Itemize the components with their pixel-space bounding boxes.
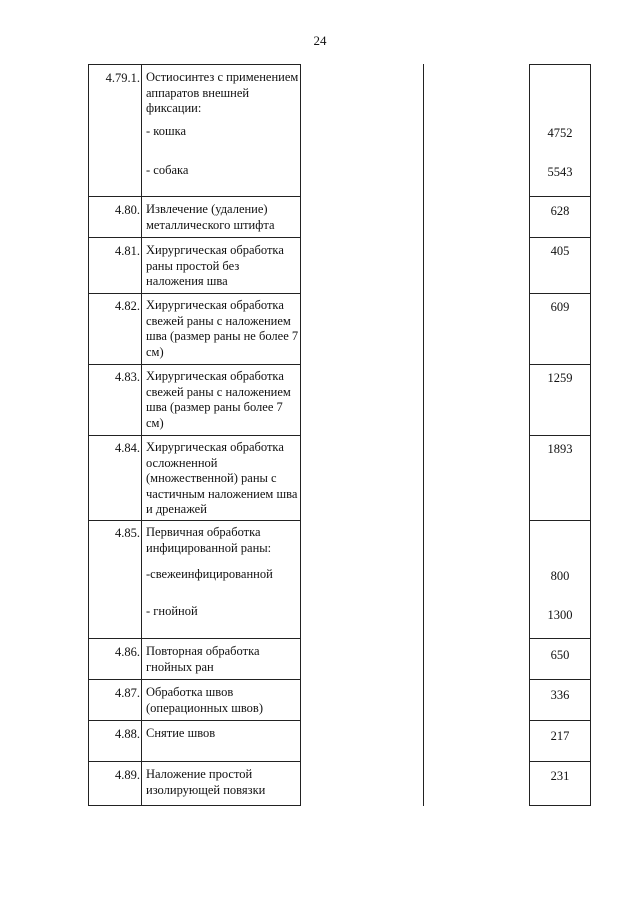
- row-divider: [88, 364, 301, 365]
- row-divider: [88, 720, 301, 721]
- row-divider: [529, 638, 591, 639]
- row-divider: [529, 679, 591, 680]
- column-divider: [141, 64, 142, 806]
- subitem-price: 5543: [547, 165, 573, 179]
- row-description: Повторная обработка гнойных ран: [146, 644, 260, 674]
- row-number: 4.89.: [115, 768, 140, 782]
- row-number: 4.83.: [115, 370, 140, 384]
- row-divider: [529, 805, 591, 806]
- row-divider: [88, 196, 301, 197]
- row-description: Обработка швов (операционных швов): [146, 685, 263, 715]
- subitem-price: 4752: [547, 126, 573, 140]
- row-description: Наложение простой изолирующей повязки: [146, 767, 266, 797]
- row-number: 4.85.: [115, 526, 140, 540]
- row-price: 650: [550, 648, 570, 662]
- row-description: Первичная обработка инфицированной раны:: [146, 525, 272, 555]
- row-divider: [88, 237, 301, 238]
- row-description: Хирургическая обработка свежей раны с наложением шва (размер раны более 7 см): [146, 369, 291, 430]
- row-description: Хирургическая обработка осложненной (множественной) раны с частичным наложением шва и дренажей: [146, 440, 298, 516]
- column-divider: [423, 64, 424, 806]
- row-price: 628: [550, 204, 570, 218]
- row-divider: [88, 679, 301, 680]
- row-divider: [88, 64, 301, 65]
- row-divider: [88, 805, 301, 806]
- row-description: Хирургическая обработка свежей раны с наложением шва (размер раны не более 7 см): [146, 298, 299, 359]
- row-price: 405: [550, 244, 570, 258]
- column-divider: [300, 64, 301, 806]
- row-price: 1259: [547, 371, 573, 385]
- row-divider: [88, 638, 301, 639]
- page-number: 24: [313, 33, 327, 48]
- row-divider: [529, 720, 591, 721]
- row-divider: [529, 435, 591, 436]
- row-number: 4.88.: [115, 727, 140, 741]
- row-number: 4.80.: [115, 203, 140, 217]
- row-divider: [529, 761, 591, 762]
- column-divider: [590, 64, 591, 806]
- subitem-label: - собака: [146, 163, 189, 177]
- row-price: 217: [550, 729, 570, 743]
- subitem-price: 800: [550, 569, 570, 583]
- subitem-label: -свежеинфицированной: [146, 567, 273, 581]
- row-divider: [88, 520, 301, 521]
- row-number: 4.87.: [115, 686, 140, 700]
- row-description: Снятие швов: [146, 726, 216, 740]
- row-number: 4.84.: [115, 441, 140, 455]
- row-price: 609: [550, 300, 570, 314]
- subitem-price: 1300: [547, 608, 573, 622]
- row-divider: [529, 64, 591, 65]
- row-description: Остиосинтез с применением аппаратов внешней фиксации:: [146, 70, 299, 115]
- row-description: Хирургическая обработка раны простой без наложения шва: [146, 243, 284, 288]
- row-description: Извлечение (удаление) металлического штифта: [146, 202, 275, 232]
- row-number: 4.81.: [115, 244, 140, 258]
- row-divider: [88, 293, 301, 294]
- subitem-label: - гнойной: [146, 604, 198, 618]
- row-number: 4.82.: [115, 299, 140, 313]
- row-price: 1893: [547, 442, 573, 456]
- row-number: 4.79.1.: [105, 71, 140, 85]
- row-price: 336: [550, 688, 570, 702]
- row-divider: [88, 761, 301, 762]
- subitem-label: - кошка: [146, 124, 187, 138]
- row-divider: [529, 196, 591, 197]
- row-number: 4.86.: [115, 645, 140, 659]
- row-divider: [529, 293, 591, 294]
- row-divider: [529, 364, 591, 365]
- row-price: 231: [550, 769, 570, 783]
- row-divider: [88, 435, 301, 436]
- row-divider: [529, 520, 591, 521]
- row-divider: [529, 237, 591, 238]
